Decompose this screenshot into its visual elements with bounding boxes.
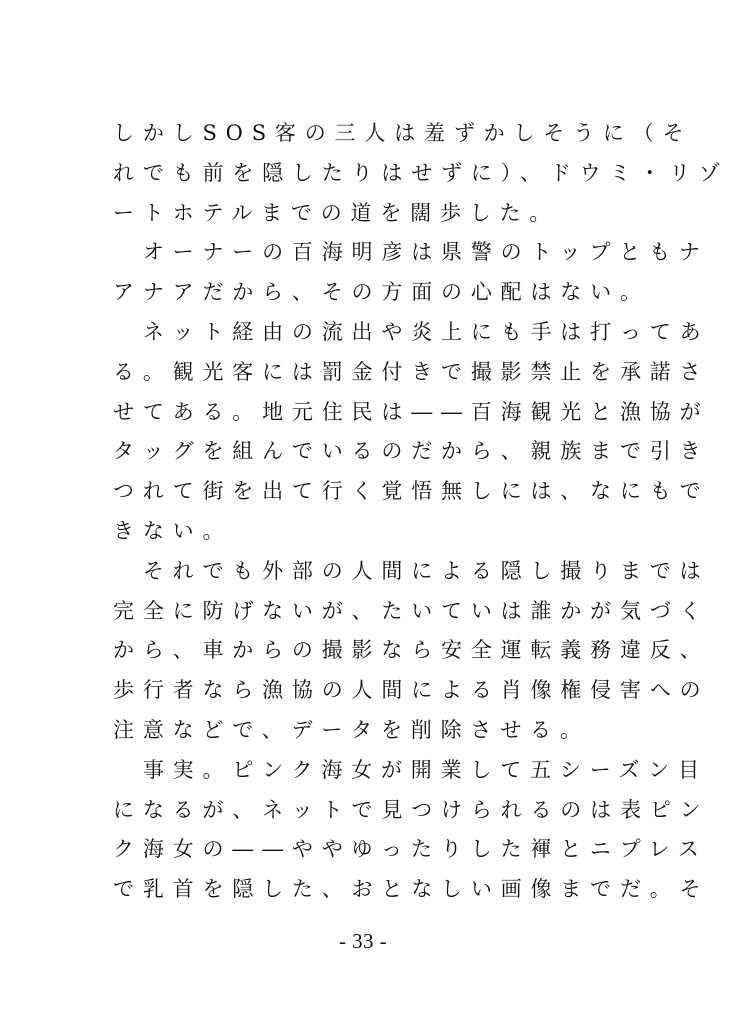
text-line-15: 歩行者なら漁協の人間による肖像権侵害への: [113, 678, 710, 703]
text-line-9: タッグを組んでいるのだから、親族まで引き: [113, 439, 710, 464]
text-line-1: しかしSOS客の三人は羞ずかしそうに（そ: [113, 121, 693, 145]
page-number: - 33 -: [338, 929, 387, 953]
text-line-4: オーナーの百海明彦は県警のトップともナ: [113, 240, 709, 265]
text-line-17: 事実。ピンク海女が開業して五シーズン目: [113, 757, 708, 782]
text-line-19: ク海女の――ややゆったりした褌とニプレス: [113, 837, 708, 862]
text-line-12: それでも外部の人間による隠し撮りまでは: [113, 558, 710, 583]
text-line-6: ネット経由の流出や炎上にも手は打ってあ: [113, 319, 710, 344]
text-line-7: る。観光客には罰金付きで撮影禁止を承諾さ: [113, 359, 710, 384]
text-line-2: れでも前を隠したりはせずに）、ドウミ・リゾ: [113, 160, 729, 185]
text-line-18: になるが、ネットで見つけられるのは表ピン: [113, 797, 710, 822]
text-line-5: アナアだから、その方面の心配はない。: [113, 280, 650, 305]
text-line-14: から、車からの撮影なら安全運転義務違反、: [113, 638, 710, 663]
text-line-11: きない。: [113, 518, 233, 543]
text-line-13: 完全に防げないが、たいていは誰かが気づく: [113, 598, 710, 623]
text-line-10: つれて街を出て行く覚悟無しには、なにもで: [113, 479, 710, 504]
body-text: [113, 114, 729, 910]
text-line-16: 注意などで、データを削除させる。: [113, 717, 590, 742]
text-line-3: ートホテルまでの道を闊歩した。: [113, 200, 560, 225]
text-line-20: で乳首を隠した、おとなしい画像までだ。そ: [113, 877, 710, 902]
text-line-8: せてある。地元住民は――百海観光と漁協が: [113, 399, 710, 424]
